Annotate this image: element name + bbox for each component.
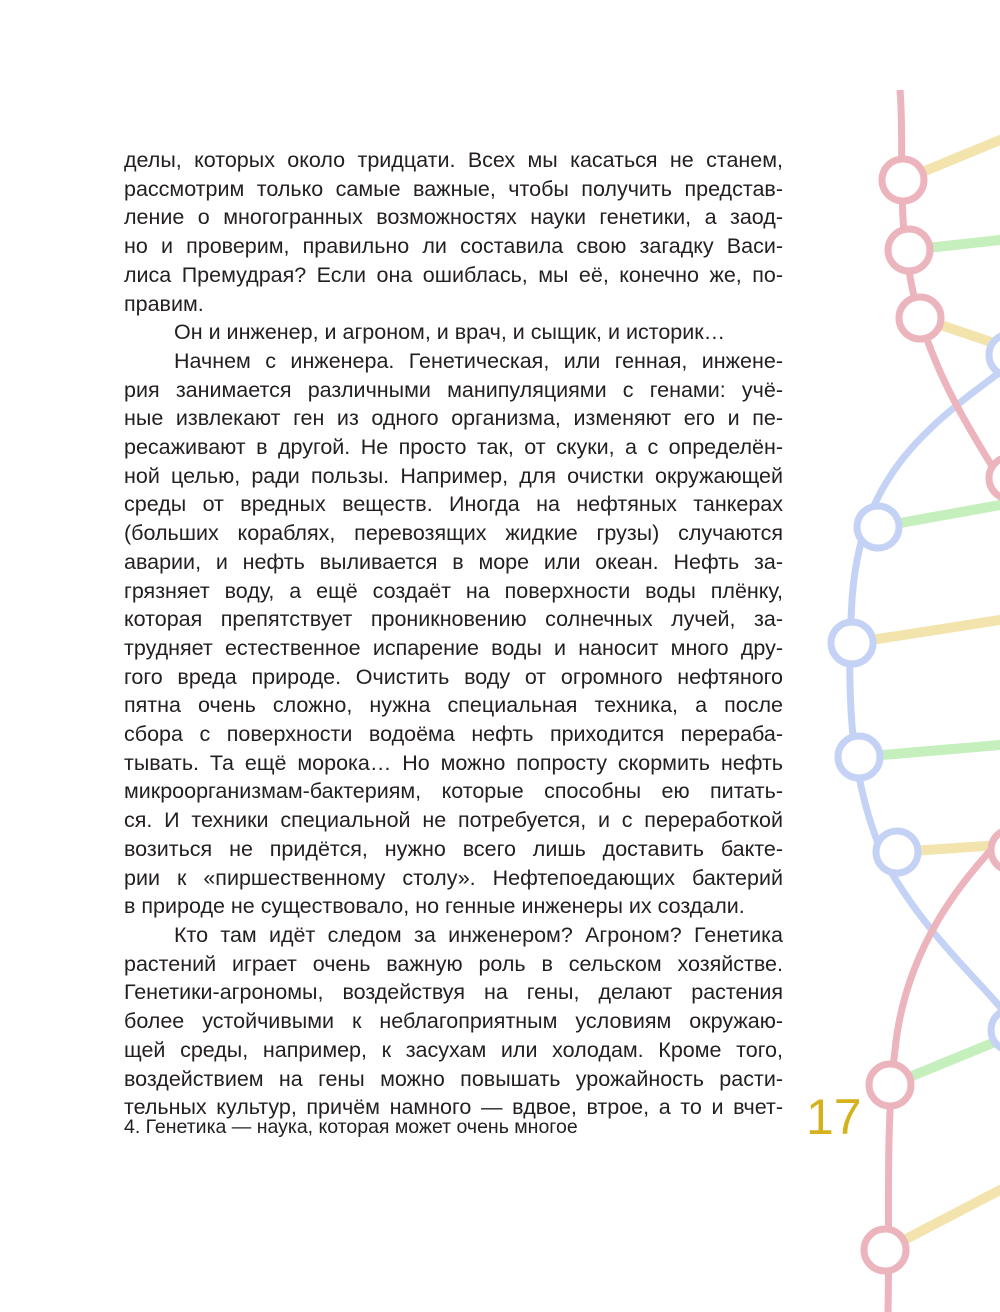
- text-line: аварии, и нефть выливается в море или океан. Нефть за-: [124, 549, 783, 574]
- text-line: Он и инженер, и агроном, и врач, и сыщик, и историк…: [174, 320, 726, 345]
- text-line: в природе не существовало, но генные инженеры их создали.: [124, 894, 745, 919]
- text-line: микроорганизмам-бактериям, которые способны ею питать-: [124, 779, 783, 804]
- text-line: гого вреда природе. Очистить воду от огромного нефтяного: [124, 664, 783, 689]
- text-line: ресаживают в другой. Не просто так, от скуки, а с определён-: [124, 435, 783, 460]
- text-line: ной целью, ради пользы. Например, для очистки окружающей: [124, 463, 783, 488]
- text-line: растений играет очень важную роль в сельском хозяйстве.: [124, 951, 783, 976]
- text-line: более устойчивыми к неблагоприятным условиям окружаю-: [124, 1009, 783, 1034]
- text-line: лиса Премудрая? Если она ошиблась, мы её, конечно же, по-: [124, 262, 783, 287]
- body-text: [124, 146, 783, 1122]
- text-line: тельных культур, причём намного — вдвое, втрое, а то и вчет-: [124, 1095, 783, 1120]
- text-line: тывать. Та ещё морока… Но можно попросту скормить нефть: [124, 750, 783, 775]
- text-line: возиться не придётся, нужно всего лишь доставить бакте-: [124, 836, 783, 861]
- page-number: 17: [806, 1089, 862, 1145]
- text-line: пятна очень сложно, нужна специальная техника, а после: [124, 693, 783, 718]
- text-line: трудняет естественное испарение воды и наносит много дру-: [124, 635, 783, 660]
- dna-strand-blue: [850, 365, 1000, 1020]
- text-line: но и проверим, правильно ли составила свою загадку Васи-: [124, 234, 783, 259]
- text-line: среды от вредных веществ. Иногда на нефтяных танкерах: [124, 492, 783, 517]
- text-line: (больших кораблях, перевозящих жидкие грузы) случаются: [124, 521, 783, 546]
- text-line: ные извлекают ген из одного организма, изменяют его и пе-: [124, 406, 783, 431]
- text-line: Начнем с инженера. Генетическая, или генная, инжене-: [174, 348, 783, 373]
- text-line: ление о многогранных возможностях науки генетики, а заод-: [124, 205, 783, 230]
- text-line: которая препятствует проникновению солнечных лучей, за-: [124, 607, 783, 632]
- paragraph-2: [124, 318, 783, 347]
- paragraph-3: [124, 347, 783, 921]
- text-line: правим.: [124, 291, 204, 316]
- text-line: Кто там идёт следом за инженером? Агроном? Генетика: [174, 922, 783, 947]
- text-line: рии к «пиршественному столу». Нефтепоедающих бактерий: [124, 865, 783, 890]
- text-line: делы, которых около тридцати. Всех мы касаться не станем,: [124, 148, 783, 172]
- text-line: рия занимается различными манипуляциями с генами: учё-: [124, 377, 783, 402]
- chapter-footer: 4. Генетика — наука, которая может очень многое: [124, 1116, 578, 1138]
- text-line: воздействием на гены можно повышать урожайность расти-: [124, 1066, 783, 1091]
- text-line: рассмотрим только самые важные, чтобы получить представ-: [124, 176, 783, 201]
- text-line: ся. И техники специальной не потребуется, и с переработкой: [124, 808, 783, 833]
- paragraph-1: [124, 146, 783, 318]
- text-line: Генетики-агрономы, воздействуя на гены, делают растения: [124, 980, 783, 1005]
- paragraph-4: [124, 921, 783, 1122]
- text-line: сбора с поверхности водоёма нефть приходится перераба-: [124, 722, 783, 747]
- text-line: грязняет воду, а ещё создаёт на поверхности воды плёнку,: [124, 578, 783, 603]
- text-line: щей среды, например, к засухам или холодам. Кроме того,: [124, 1037, 783, 1062]
